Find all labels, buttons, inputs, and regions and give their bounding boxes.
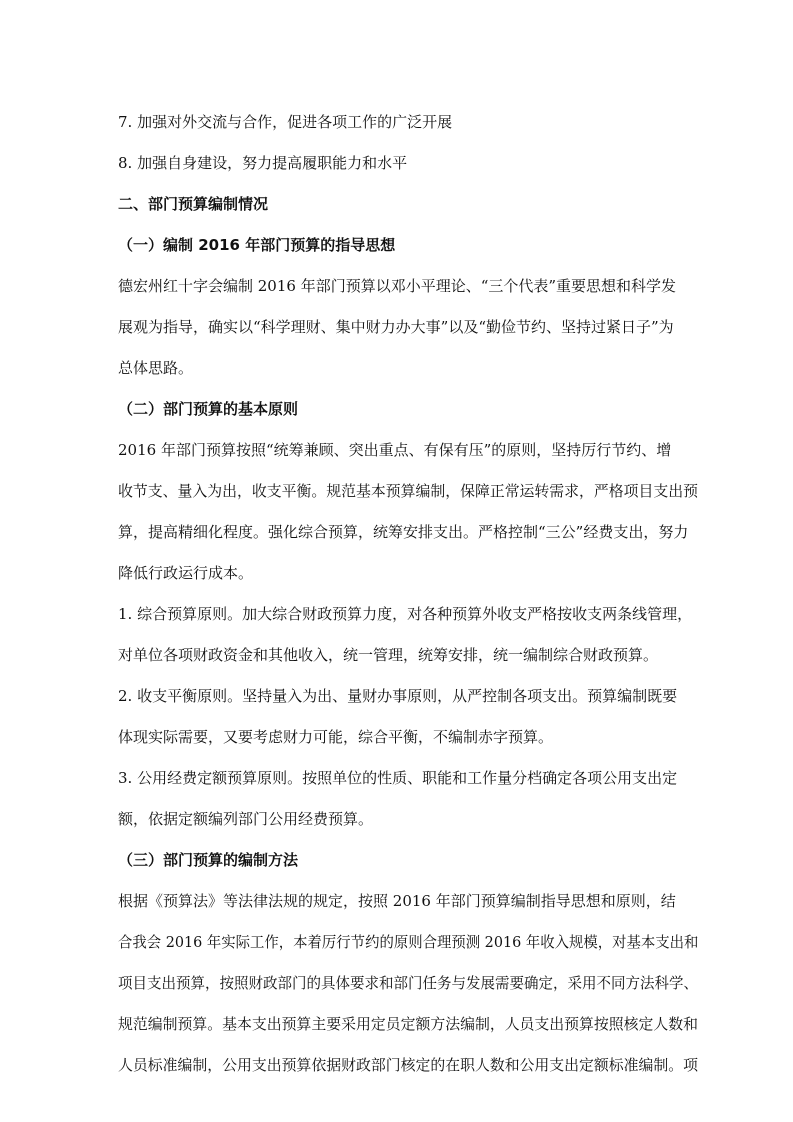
paragraph-line: 总体思路。: [118, 359, 194, 377]
list-item-7: 7. 加强对外交流与合作，促进各项工作的广泛开展: [118, 113, 453, 131]
paragraph-line: 人员标准编制，公用支出预算依据财政部门核定的在职人数和公用支出定额标准编制。项: [118, 1056, 699, 1074]
paragraph-line: 1. 综合预算原则。加大综合财政预算力度，对各种预算外收支严格按收支两条线管理，: [118, 605, 693, 623]
paragraph-line: 收节支、量入为出，收支平衡。规范基本预算编制，保障正常运转需求，严格项目支出预: [118, 482, 699, 500]
paragraph-line: 额，依据定额编列部门公用经费预算。: [118, 810, 374, 828]
paragraph-line: 对单位各项财政资金和其他收入，统一管理，统筹安排，统一编制综合财政预算。: [118, 646, 659, 664]
subsection-heading-3: （三）部门预算的编制方法: [118, 851, 299, 869]
paragraph-line: 降低行政运行成本。: [118, 564, 254, 582]
paragraph-line: 德宏州红十字会编制 2016 年部门预算以邓小平理论、“三个代表”重要思想和科学发: [118, 277, 677, 295]
paragraph-line: 规范编制预算。基本支出预算主要采用定员定额方法编制，人员支出预算按照核定人数和: [118, 1015, 699, 1033]
paragraph-line: 项目支出预算，按照财政部门的具体要求和部门任务与发展需要确定，采用不同方法科学、: [118, 974, 699, 992]
section-heading: 二、部门预算编制情况: [118, 195, 269, 213]
paragraph-line: 2. 收支平衡原则。坚持量入为出、量财办事原则，从严控制各项支出。预算编制既要: [118, 687, 678, 705]
paragraph-line: 合我会 2016 年实际工作，本着厉行节约的原则合理预测 2016 年收入规模，对基本支出和: [118, 933, 699, 951]
paragraph-line: 算，提高精细化程度。强化综合预算，统筹安排支出。严格控制“三公”经费支出，努力: [118, 523, 689, 541]
subsection-heading-1: （一）编制 2016 年部门预算的指导思想: [118, 236, 396, 254]
paragraph-line: 展观为指导，确实以“科学理财、集中财力办大事”以及“勤俭节约、坚持过紧日子”为: [118, 318, 674, 336]
paragraph-line: 3. 公用经费定额预算原则。按照单位的性质、职能和工作量分档确定各项公用支出定: [118, 769, 678, 787]
paragraph-line: 2016 年部门预算按照“统筹兼顾、突出重点、有保有压”的原则，坚持厉行节约、增: [118, 441, 672, 459]
paragraph-line: 体现实际需要，又要考虑财力可能，综合平衡，不编制赤字预算。: [118, 728, 554, 746]
subsection-heading-2: （二）部门预算的基本原则: [118, 400, 299, 418]
paragraph-line: 根据《预算法》等法律法规的规定，按照 2016 年部门预算编制指导思想和原则，结: [118, 892, 676, 910]
list-item-8: 8. 加强自身建设，努力提高履职能力和水平: [118, 154, 408, 172]
